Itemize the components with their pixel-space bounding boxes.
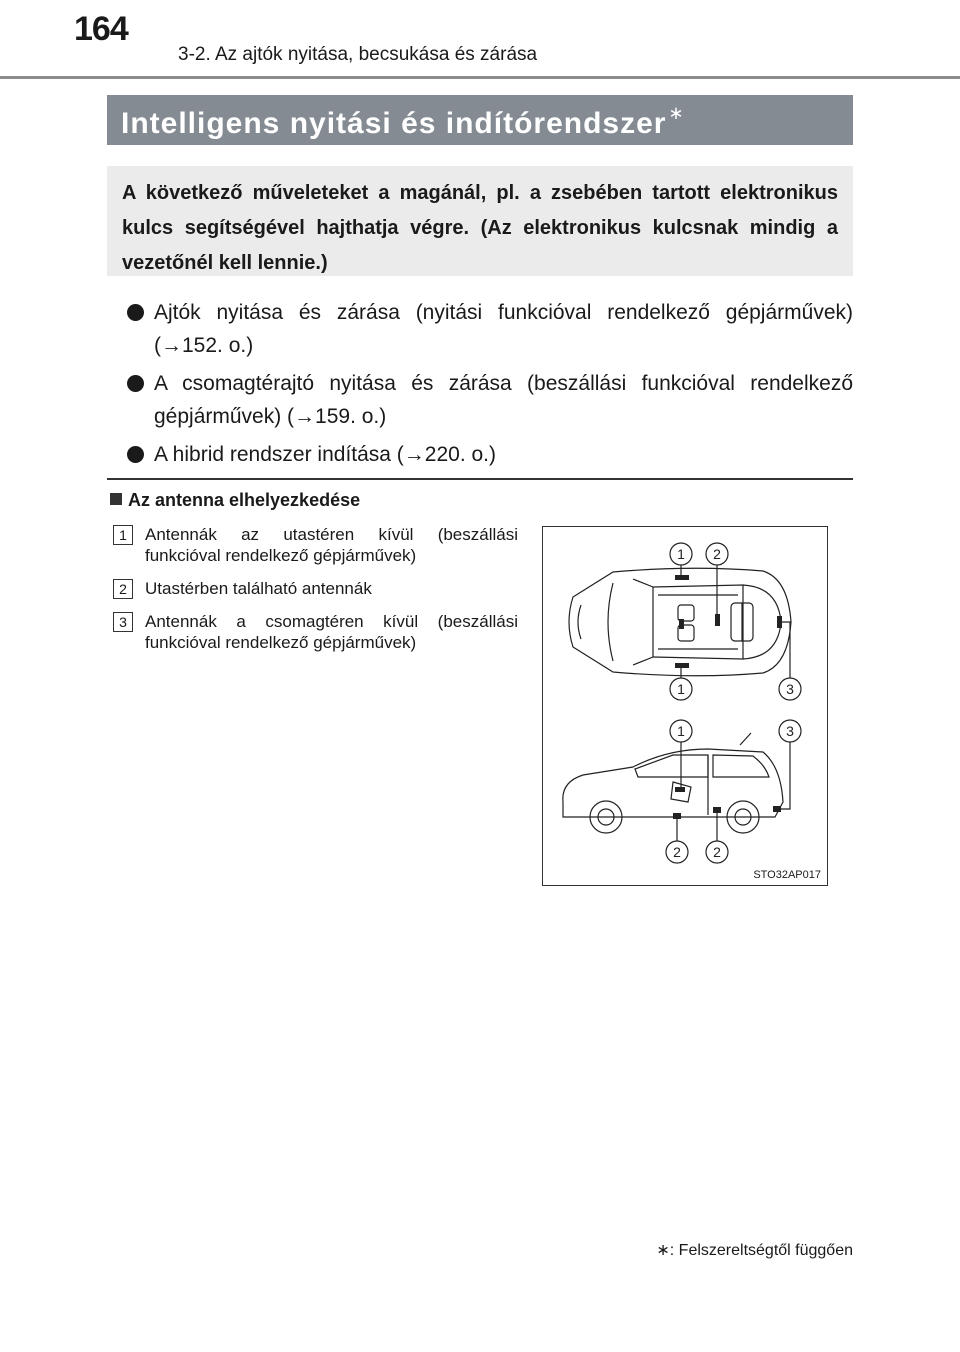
page-title	[121, 103, 685, 141]
bullet-dot-icon	[127, 304, 144, 321]
title-bar	[107, 95, 853, 145]
bullet-list	[127, 296, 853, 476]
figure-code: STO32AP017	[753, 869, 821, 881]
callout-label: 2	[713, 844, 721, 860]
page-title-text: Intelligens nyitási és indítórendszer	[121, 107, 667, 140]
legend-item	[113, 611, 518, 653]
subsection-heading	[110, 490, 360, 511]
bullet-item	[127, 367, 853, 433]
section-divider	[107, 478, 853, 480]
legend-item	[113, 524, 518, 566]
bullet-text: A hibrid rendszer indítása (→220. o.)	[154, 443, 497, 466]
callout-label: 1	[677, 681, 685, 697]
section-title: 3-2. Az ajtók nyitása, becsukása és zárása	[178, 44, 538, 65]
square-bullet-icon	[110, 493, 122, 505]
bullet-dot-icon	[127, 446, 144, 463]
callout-label: 1	[677, 723, 685, 739]
legend-number: 2	[113, 579, 133, 599]
car-diagram	[543, 527, 827, 885]
antenna-figure	[542, 526, 828, 886]
subsection-title: Az antenna elhelyezkedése	[128, 490, 361, 510]
callout-label: 2	[713, 546, 721, 562]
legend-text: Antennák a csomagtéren kívül (beszállási funkcióval rendelkező gépjárművek)	[145, 612, 518, 652]
optional-mark: ∗	[668, 103, 685, 123]
callout-label: 1	[677, 546, 685, 562]
legend	[113, 524, 518, 665]
legend-number: 1	[113, 525, 133, 545]
legend-text: Utastérben található antennák	[145, 579, 372, 598]
bullet-text: Ajtók nyitása és zárása (nyitási funkcióval rendelkező gépjárművek) (→152. o.)	[154, 301, 853, 357]
legend-text: Antennák az utastéren kívül (beszállási funkcióval rendelkező gépjárművek)	[145, 525, 518, 565]
header-rule	[0, 76, 960, 79]
bullet-item	[127, 438, 853, 471]
page-number: 164	[74, 10, 128, 48]
bullet-text: A csomagtérajtó nyitása és zárása (beszállási funkcióval rendelkező gépjárművek) (→159. o.)	[154, 372, 853, 428]
callout-label: 3	[786, 723, 794, 739]
intro-box	[107, 166, 853, 276]
footnote: ∗: Felszereltségtől függően	[656, 1242, 853, 1259]
car-side-view-icon	[563, 733, 783, 833]
legend-item	[113, 578, 518, 599]
callout-label: 2	[673, 844, 681, 860]
intro-text: A következő műveleteket a magánál, pl. a zsebében tartott elektronikus kulcs segítségével hajthatja végre. (Az elektronikus kulcsnak mindig a vezetőnél kell lennie.)	[122, 182, 838, 274]
bullet-dot-icon	[127, 375, 144, 392]
legend-number: 3	[113, 612, 133, 632]
bullet-item	[127, 296, 853, 362]
callout-label: 3	[786, 681, 794, 697]
